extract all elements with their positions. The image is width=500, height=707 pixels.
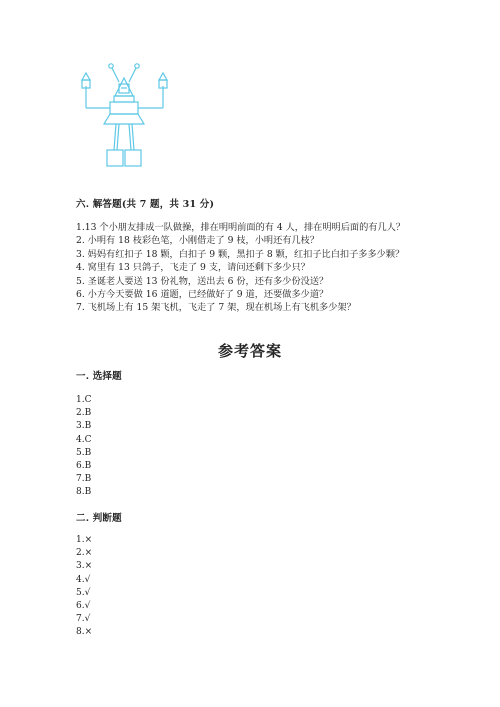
answer-item: 2.B xyxy=(76,408,92,419)
question-item: 2. 小明有 18 枝彩色笔，小刚借走了 9 枝，小明还有几枝？ xyxy=(76,235,320,247)
answer-item: 4.√ xyxy=(76,574,91,585)
answer-item: 5.√ xyxy=(76,587,91,598)
answers-section2-title: 二. 判断题 xyxy=(76,513,122,524)
question-item: 7. 飞机场上有 15 架飞机，飞走了 7 架，现在机场上有飞机多少架？ xyxy=(76,302,356,314)
answer-item: 8.× xyxy=(76,627,93,638)
answer-item: 8.B xyxy=(76,487,92,498)
question-item: 6. 小方今天要做 16 道题，已经做好了 9 道，还要做多少道？ xyxy=(76,289,329,301)
judge-answer-list xyxy=(76,534,92,640)
question-item: 3. 妈妈有红扣子 18 颗，白扣子 9 颗，黑扣子 8 颗，红扣子比白扣子多多少颗？ xyxy=(76,248,405,260)
answer-item: 1.C xyxy=(76,395,92,405)
question-item: 4. 窝里有 13 只鸽子，飞走了 9 支，请问还剩下多少只？ xyxy=(76,262,310,274)
question-item: 1.13 个小朋友排成一队做操，排在明明前面的有 4 人，排在明明后面的有几人？ xyxy=(76,222,406,233)
robot-illustration xyxy=(74,60,184,172)
question-list xyxy=(76,221,436,315)
answer-item: 1.× xyxy=(76,535,93,545)
answer-item: 7.B xyxy=(76,474,92,485)
question-item: 5. 圣诞老人要送 13 份礼物，送出去 6 份，还有多少份没送？ xyxy=(76,275,329,287)
answer-item: 6.B xyxy=(76,461,92,472)
answer-item: 3.B xyxy=(76,421,92,432)
answer-item: 3.× xyxy=(76,561,93,572)
section6-title: 六. 解答题(共 7 题，共 31 分) xyxy=(76,199,215,210)
answer-item: 7.√ xyxy=(76,614,91,625)
answer-item: 4.C xyxy=(76,434,92,445)
answers-title: 参考答案 xyxy=(217,342,282,360)
answer-item: 2.× xyxy=(76,548,93,559)
answer-item: 6.√ xyxy=(76,601,91,612)
answers-section1-title: 一. 选择题 xyxy=(76,371,122,382)
answer-item: 5.B xyxy=(76,447,92,458)
choice-answer-list xyxy=(76,394,91,500)
